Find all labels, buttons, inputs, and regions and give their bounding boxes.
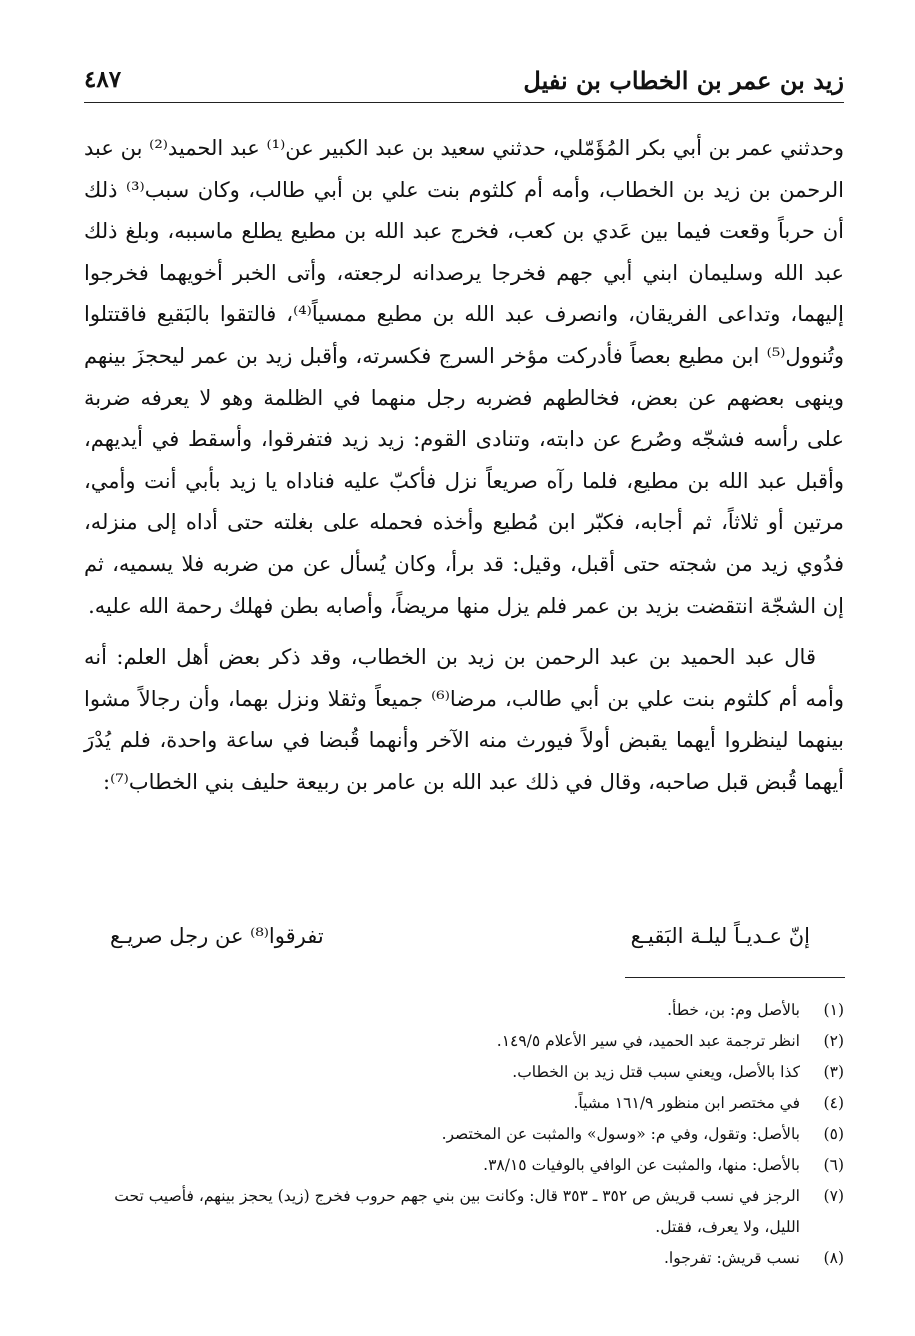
footnote-number: (٤) bbox=[823, 1094, 844, 1112]
footnote-text: انظر ترجمة عبد الحميد، في سير الأعلام ١٤٩/٥. bbox=[496, 1032, 800, 1050]
footnote bbox=[84, 1243, 844, 1274]
footnote-text: بالأصل وم: بن، خطأ. bbox=[667, 1001, 800, 1019]
verse-hemistich-2: تفرقوا⁽⁸⁾ عن رجل صريـع bbox=[110, 924, 324, 948]
footnote bbox=[84, 1150, 844, 1181]
footnote-text: بالأصل: منها، والمثبت عن الوافي بالوفيات ٣٨/١٥. bbox=[483, 1156, 800, 1174]
footnote-number: (١) bbox=[823, 1001, 844, 1019]
footnote bbox=[84, 1026, 844, 1057]
page-number: ٤٨٧ bbox=[84, 66, 122, 93]
footnote-separator bbox=[625, 977, 845, 978]
footnote bbox=[84, 1181, 844, 1243]
footnote-text: نسب قريش: تفرجوا. bbox=[663, 1249, 800, 1267]
footnote-text: كذا بالأصل، ويعني سبب قتل زيد بن الخطاب. bbox=[512, 1063, 800, 1081]
footnote-text: الرجز في نسب قريش ص ٣٥٢ ـ ٣٥٣ قال: وكانت بين بني جهم حروب فخرج (زيد) يحجز بينهم، فأصيب تحت الليل، ولا يعرف، فقتل. bbox=[114, 1187, 800, 1236]
header-title: زيد بن عمر بن الخطاب بن نفيل bbox=[523, 66, 844, 95]
footnote-number: (٦) bbox=[823, 1156, 844, 1174]
footnote-number: (٣) bbox=[823, 1063, 844, 1081]
footnote-text: في مختصر ابن منظور ١٦١/٩ مشياً. bbox=[573, 1094, 800, 1112]
footnote bbox=[84, 995, 844, 1026]
footnote bbox=[84, 1088, 844, 1119]
footnote bbox=[84, 1119, 844, 1150]
footnote bbox=[84, 1057, 844, 1088]
footnotes bbox=[84, 995, 844, 1274]
footnote-number: (٥) bbox=[823, 1125, 844, 1143]
footnote-text: بالأصل: وتقول، وفي م: «وسول» والمثبت عن المختصر. bbox=[441, 1125, 800, 1143]
paragraph-1: وحدثني عمر بن أبي بكر المُؤَمّلي، حدثني سعيد بن عبد الكبير عن⁽¹⁾ عبد الحميد⁽²⁾ بن عبد الرحمن بن زيد بن الخطاب، وأمه أم كلثوم بنت علي بن أبي طالب، وكان سبب⁽³⁾ ذلك أن حرباً وقعت فيما بين عَدي بن كعب، فخرج عبد الله بن مطيع يطلع ماسببه، وبلغ ذلك عبد الله وسليمان ابني أبي جهم فخرجا يرصدانه لرجعته، وأتى الخبر أخويهما فخرجوا إليهما، وتداعى الفريقان، وانصرف عبد الله بن مطيع ممسياً⁽⁴⁾، فالتقوا بالبَقيع فاقتتلوا وتُنوول⁽⁵⁾ ابن مطيع بعصاً فأدركت مؤخر السرج فكسرته، وأقبل زيد بن عمر ليحجزَ بينهم وينهى بعضهم عن بعض، فخالطهم فضربه رجل منهما في الظلمة وهو لا يعرفه ضربة على رأسه فشجّه وصُرع عن دابته، وتنادى القوم: زيد زيد فتفرقوا، وأسقط في أيديهم، وأقبل عبد الله بن مطيع، فلما رآه صريعاً نزل فأكبّ عليه فناداه يا زيد بأبي أنت وأمي، مرتين أو ثلاثاً، ثم أجابه، فكبّر ابن مُطيع وأخذه فحمله على بغلته حتى أداه إلى منزله، فدُوي زيد من شجته حتى أقبل، وقيل: قد برأ، وكان يُسأل عن من ضربه فلا يسميه، ثم إن الشجّة انتقضت بزيد بن عمر فلم يزل منها مريضاً، وأصابه بطن فهلك رحمة الله عليه. bbox=[84, 136, 845, 618]
running-header bbox=[84, 62, 844, 103]
footnote-number: (٧) bbox=[823, 1187, 844, 1205]
main-text bbox=[84, 128, 844, 804]
footnote-number: (٢) bbox=[823, 1032, 844, 1050]
verse-line bbox=[110, 924, 810, 966]
verse-hemistich-1: إنّ عـديـاً ليلـة البَقيـع bbox=[630, 924, 810, 948]
footnote-number: (٨) bbox=[823, 1249, 844, 1267]
paragraph-2: قال عبد الحميد بن عبد الرحمن بن زيد بن الخطاب، وقد ذكر بعض أهل العلم: أنه وأمه أم كلثوم بنت علي بن أبي طالب، مرضا⁽⁶⁾ جميعاً وثقلا ونزل بهما، وأن رجالاً مشوا بينهما لينظروا أيهما يقبض أولاً فيورث منه الآخر وأنهما قُبضا في ساعة واحدة، فلم يُدْرَ أيهما قُبض قبل صاحبه، وقال في ذلك عبد الله بن عامر بن ربيعة حليف بني الخطاب⁽⁷⁾: bbox=[84, 645, 844, 794]
